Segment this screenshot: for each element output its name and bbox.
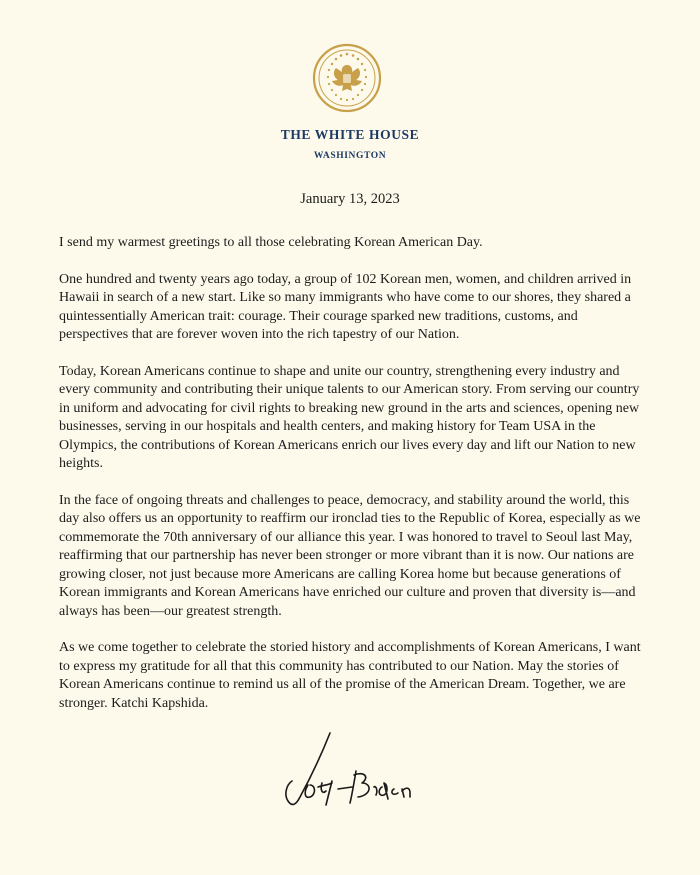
presidential-seal-icon	[312, 43, 382, 113]
paragraph-history: One hundred and twenty years ago today, a group of 102 Korean men, women, and children arrived in Hawaii in search of a new start. Like so many immigrants who have come to our shores, they shared a quintessentially American trait: courage. Their courage sparked new traditions, customs, and perspectives that are forever woven into the rich tapestry of our Nation.	[59, 271, 632, 342]
letterhead-subtitle: WASHINGTON	[313, 151, 387, 161]
paragraph-contributions: Today, Korean Americans continue to shape and unite our country, strengthening every industry and every community and contributing their unique talents to our American story. From serving our country in uniform and advocating for civil rights to breaking new ground in the arts and sciences, opening new businesses, serving in our hospitals and health centers, and making history for Team USA in the Olympics, the contributions of Korean Americans enrich our lives every day and lift our Nation to new heights.	[59, 363, 640, 471]
paragraph-greeting: I send my warmest greetings to all those celebrating Korean American Day.	[59, 235, 483, 250]
letter-body	[59, 234, 649, 731]
letterhead-title: THE WHITE HOUSE	[280, 127, 420, 142]
paragraph-alliance: In the face of ongoing threats and challenges to peace, democracy, and stability around the world, this day also offers us an opportunity to reaffirm our ironclad ties to the Republic of Korea, especially as we commemorate the 70th anniversary of our alliance this year. I was honored to travel to Seoul last May, reaffirming that our partnership has never been stronger or more vibrant than it is now. Our nations are growing closer, not just because more Americans are calling Korea home but because generations of Korean immigrants and Korean Americans have enriched our culture and proven that diversity is—and always has been—our greatest strength.	[59, 492, 641, 619]
handwritten-signature-icon	[270, 725, 445, 820]
paragraph-closing: As we come together to celebrate the storied history and accomplishments of Korean Americans, I want to express my gratitude for all that this community has contributed to our Nation. May the stories of Korean Americans continue to remind us all of the promise of the American Dream. Together, we are stronger. Katchi Kapshida.	[59, 640, 641, 711]
letter-date: January 13, 2023	[300, 191, 400, 207]
